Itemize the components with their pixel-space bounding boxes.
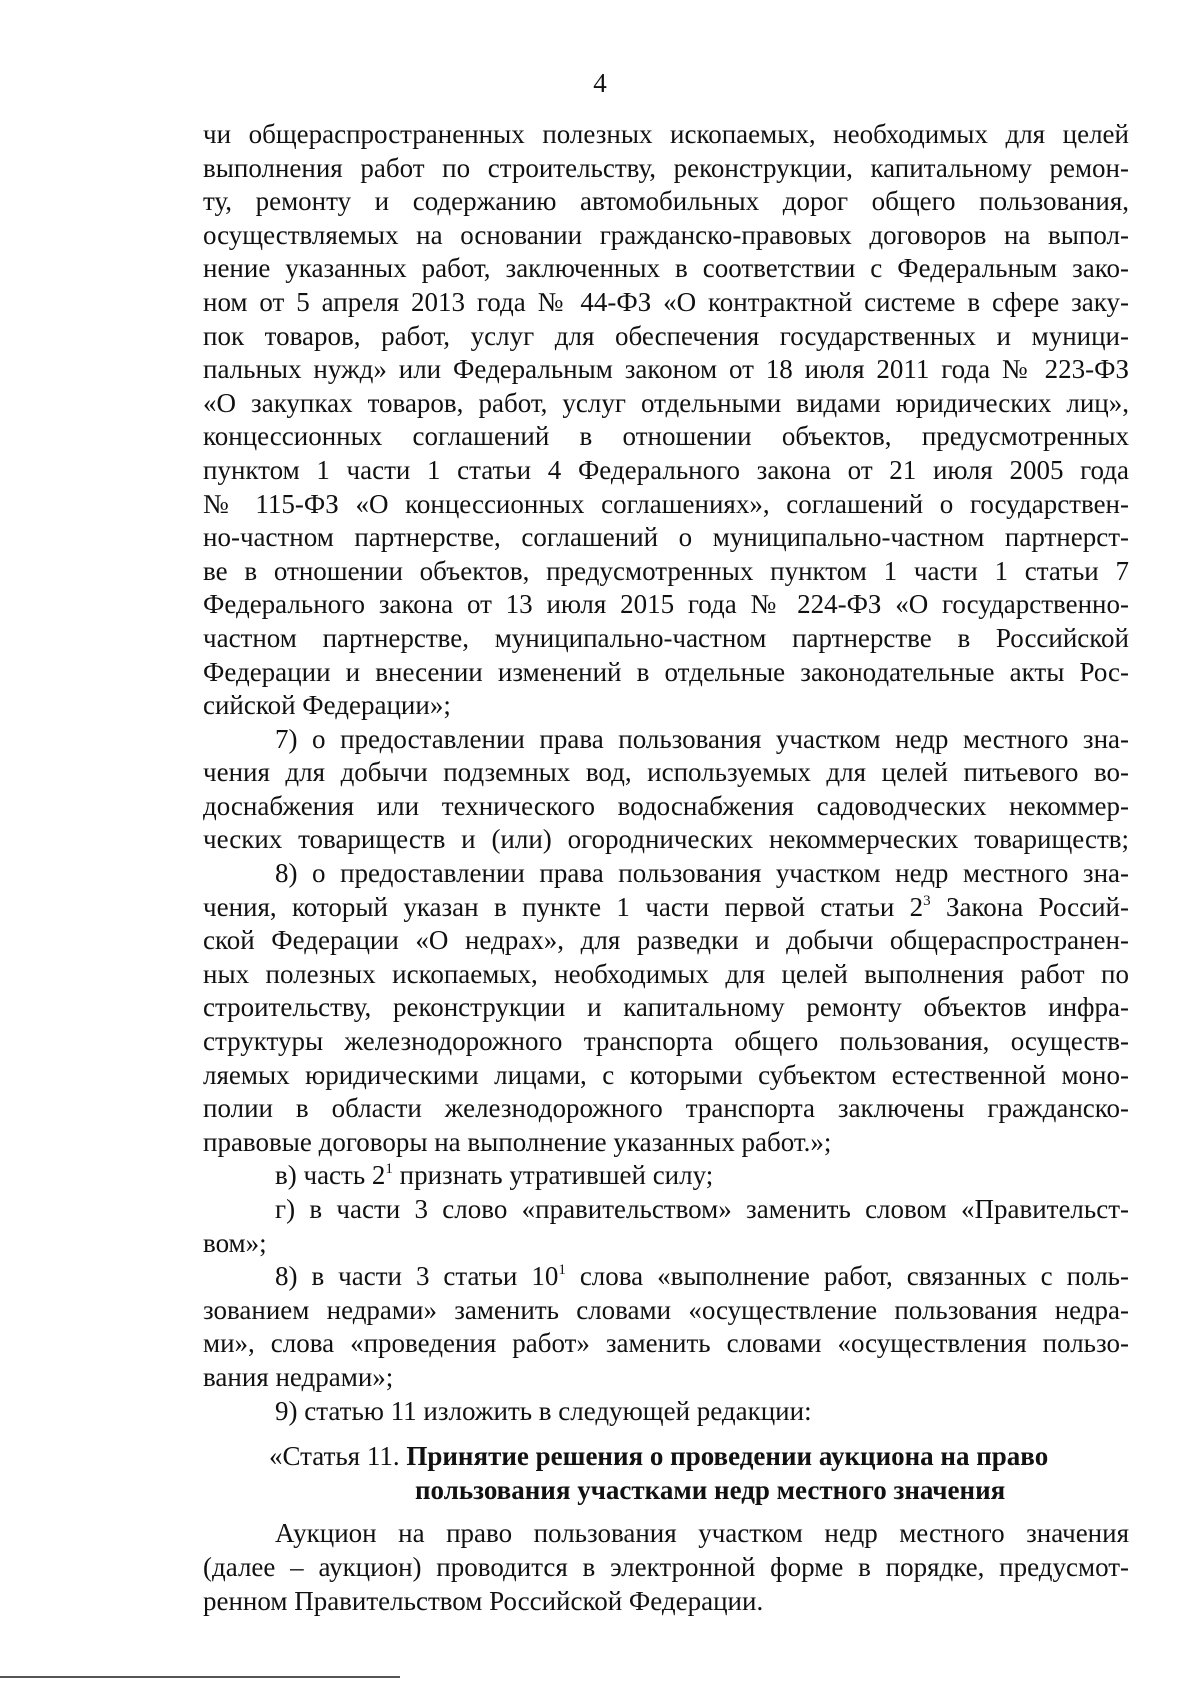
footer-rule (0, 1676, 400, 1678)
text-line: осуществляемых на основании гражданско-правовых договоров на выпол- (203, 219, 1129, 250)
superscript: 3 (923, 892, 931, 909)
paragraph-item-7 (203, 723, 1129, 857)
text-line: концессионных соглашений в отношении объектов, предусмотренных (203, 421, 1129, 452)
text-line: ту, ремонту и содержанию автомобильных дорог общего пользования, (203, 186, 1129, 217)
text-line: структуры железнодорожного транспорта общего пользования, осуществ- (203, 1026, 1129, 1057)
text-line: нение указанных работ, заключенных в соответствии с Федеральным зако- (203, 253, 1129, 284)
text-line: (далее – аукцион) проводится в электронной форме в порядке, предусмот- (203, 1551, 1129, 1582)
text-span: слова «выполнение работ, связанных с поль- (565, 1261, 1129, 1292)
page-number: 4 (593, 68, 607, 98)
text-line (203, 891, 1129, 925)
text-line: вом»; (203, 1227, 267, 1258)
text-line: № 115-ФЗ «О концессионных соглашениях», соглашений о государствен- (203, 488, 1129, 519)
text-line: Аукцион на право пользования участком недр местного значения (275, 1518, 1129, 1549)
text-line: выполнения работ по строительству, реконструкции, капитальному ремон- (203, 152, 1129, 183)
text-span: в) часть 2 (275, 1160, 386, 1191)
article-title: Принятие решения о проведении аукциона на право (406, 1441, 1049, 1472)
text-line: частном партнерстве, муниципально-частном партнерстве в Российской (203, 622, 1129, 653)
text-line: чения для добычи подземных вод, используемых для целей питьевого во- (203, 757, 1129, 788)
text-line: ской Федерации «О недрах», для разведки и добычи общераспространен- (203, 925, 1129, 956)
paragraph-closing (203, 1517, 1129, 1618)
heading-line (203, 1440, 1129, 1474)
text-line: но-частном партнерстве, соглашений о муниципально-частном партнерст- (203, 522, 1129, 553)
text-span: 8) в части 3 статьи 10 (275, 1261, 559, 1292)
text-line: ных полезных ископаемых, необходимых для целей выполнения работ по (203, 958, 1129, 989)
text-line (203, 1159, 1129, 1193)
text-line: доснабжения или технического водоснабжения садоводческих некоммер- (203, 790, 1129, 821)
text-line: ве в отношении объектов, предусмотренных пунктом 1 части 1 статьи 7 (203, 555, 1129, 586)
text-span: признать утратившей силу; (392, 1160, 714, 1191)
text-line: зованием недрами» заменить словами «осуществление пользования недра- (203, 1294, 1129, 1325)
text-line: 8) о предоставлении права пользования участком недр местного зна- (275, 858, 1129, 889)
paragraph-item-8 (203, 857, 1129, 1159)
text-line: пальных нужд» или Федеральным законом от 18 июля 2011 года № 223-ФЗ (203, 354, 1129, 385)
text-line: ренном Правительством Российской Федерации. (203, 1585, 764, 1616)
paragraph-item-9 (203, 1395, 1129, 1429)
text-line: г) в части 3 слово «правительством» заменить словом «Правительст- (275, 1194, 1129, 1224)
text-span: чения, который указан в пункте 1 части первой статьи 2 (203, 891, 924, 922)
text-line (203, 1260, 1129, 1294)
text-span: Закона Россий- (930, 891, 1129, 922)
paragraph-continuation (203, 118, 1129, 723)
text-line: сийской Федерации»; (203, 690, 451, 721)
superscript: 1 (385, 1161, 393, 1178)
text-line: ляемых юридическими лицами, с которыми субъектом естественной моно- (203, 1059, 1129, 1090)
text-line: 9) статью 11 изложить в следующей редакции: (275, 1395, 812, 1426)
paragraph-item-v (203, 1159, 1129, 1193)
text-line: ческих товариществ и (или) огороднических некоммерческих товариществ; (203, 824, 1129, 855)
text-line: полии в области железнодорожного транспорта заключены гражданско- (203, 1093, 1129, 1124)
article-heading (203, 1440, 1129, 1507)
text-line: пунктом 1 части 1 статьи 4 Федерального закона от 21 июля 2005 года (203, 454, 1129, 485)
text-line: 7) о предоставлении права пользования участком недр местного зна- (275, 723, 1129, 754)
heading-line: пользования участками недр местного значения (415, 1474, 1006, 1505)
text-line: правовые договоры на выполнение указанных работ.»; (203, 1126, 832, 1157)
article-prefix: «Статья 11. (269, 1441, 407, 1472)
text-line: Федерации и внесении изменений в отдельные законодательные акты Рос- (203, 656, 1129, 687)
paragraph-item-g (203, 1193, 1129, 1260)
text-line: вания недрами»; (203, 1361, 394, 1392)
paragraph-item-8-amend (203, 1260, 1129, 1394)
text-line: чи общераспространенных полезных ископаемых, необходимых для целей (203, 119, 1129, 149)
text-line: ном от 5 апреля 2013 года № 44-ФЗ «О контрактной системе в сфере заку- (203, 286, 1129, 317)
document-body (203, 118, 1129, 1618)
text-line: Федерального закона от 13 июля 2015 года № 224-ФЗ «О государственно- (203, 589, 1129, 620)
text-line: «О закупках товаров, работ, услуг отдельными видами юридических лиц», (203, 387, 1129, 418)
text-line: строительству, реконструкции и капитальному ремонту объектов инфра- (203, 992, 1129, 1023)
text-line: ми», слова «проведения работ» заменить словами «осуществления пользо- (203, 1328, 1129, 1359)
superscript: 1 (558, 1262, 566, 1279)
text-line: пок товаров, работ, услуг для обеспечения государственных и муници- (203, 320, 1129, 351)
